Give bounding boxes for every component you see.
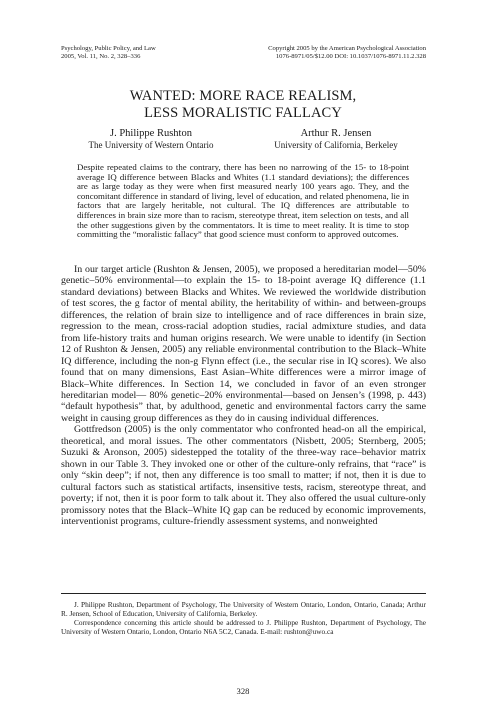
author-note-affiliations: J. Philippe Rushton, Department of Psychology, The University of Western Ontario, London, Ontario, Canada; Arthur R. Jensen, School of Education, University of California, Berkeley. — [61, 600, 426, 618]
author-2 — [246, 128, 426, 151]
author-block — [61, 128, 426, 152]
copyright-notice — [206, 45, 426, 60]
copyright-line: Copyright 2005 by the American Psychological Association — [268, 45, 426, 52]
author-note-correspondence: Correspondence concerning this article should be addressed to J. Philippe Rushton, Department of Psychology, The University of Western Ontario, London, Ontario N6A 5C2, Canada. E-mail: rushton@uwo.ca — [61, 618, 426, 636]
body-paragraph-2: Gottfredson (2005) is the only commentator who confronted head-on all the empirical, theoretical, and moral issues. The other commentators (Nisbett, 2005; Sternberg, 2005; Suzuki & Aronson, 2005) sidestepped the totality of the three-way race–behavior matrix shown in our Table 3. They invoked one or other of the culture-only refrains, that “race” is only “skin deep”; if not, then any difference is too small to matter; if not, then it is due to cultural factors such as statistical artifacts, insensitive tests, racism, stereotype threat, and poverty; if not, then it is poor form to talk about it. They also offered the usual culture-only promissory notes that the Black–White IQ gap can be reduced by economic improvements, interventionist programs, culture-friendly assessment systems, and nonweighted — [61, 424, 426, 527]
footnote-divider — [61, 593, 426, 594]
author-name: Arthur R. Jensen — [300, 128, 372, 139]
body-paragraph-1: In our target article (Rushton & Jensen, 2005), we proposed a hereditarian model—50% genetic–50% environmental—to explain the 15- to 18-point average IQ difference (1.1 standard deviations) between Blacks and Whites. We reviewed the worldwide distribution of test scores, the g factor of mental ability, the heritability of within- and between-groups differences, the relation of brain size to intelligence and of race differences in brain size, regression to the mean, cross-racial adoption studies, racial admixture studies, and data from life-history traits and human origins research. We were unable to identify (in Section 12 of Rushton & Jensen, 2005) any reliable environmental contribution to the Black–White IQ difference, including the non-g Flynn effect (i.e., the secular rise in IQ scores). We also found that on many dimensions, East Asian–White differences were a mirror image of Black–White differences. In Section 14, we concluded in favor of an even stronger hereditarian model— 80% genetic–20% environmental—based on Jensen’s (1998, p. 443) “default hypothesis” that, by adulthood, genetic and environmental factors carry the same weight in causing group differences as they do in causing individual differences. — [61, 264, 426, 424]
title-line-2: LESS MORALISTIC FALLACY — [144, 105, 342, 121]
journal-name: Psychology, Public Policy, and Law — [61, 45, 156, 52]
author-1 — [71, 128, 231, 151]
title-line-1: WANTED: MORE RACE REALISM, — [129, 88, 357, 104]
journal-volume: 2005, Vol. 11, No. 2, 328–336 — [61, 52, 141, 60]
author-affiliation: University of California, Berkeley — [274, 140, 398, 150]
author-affiliation: The University of Western Ontario — [88, 140, 214, 150]
doi-line: 1076-8971/05/$12.00 DOI: 10.1037/1076-8971.11.2.328 — [275, 52, 426, 60]
author-note — [61, 600, 426, 636]
page-number: 328 — [236, 686, 250, 696]
abstract: Despite repeated claims to the contrary, there has been no narrowing of the 15- to 18-point average IQ difference between Blacks and Whites (1.1 standard deviations); the differences are as large today as they were when first measured nearly 100 years ago. They, and the concomitant difference in standard of living, level of education, and related phenomena, lie in factors that are largely heritable, not cultural. The IQ differences are attributable to differences in brain size more than to racism, stereotype threat, item selection on tests, and all the other suggestions given by the commentators. It is time to meet reality. It is time to stop committing the “moralistic fallacy” that good science must conform to approved outcomes. — [77, 162, 409, 240]
article-body — [61, 264, 426, 527]
author-name: J. Philippe Rushton — [110, 128, 192, 139]
article-title — [0, 88, 486, 122]
